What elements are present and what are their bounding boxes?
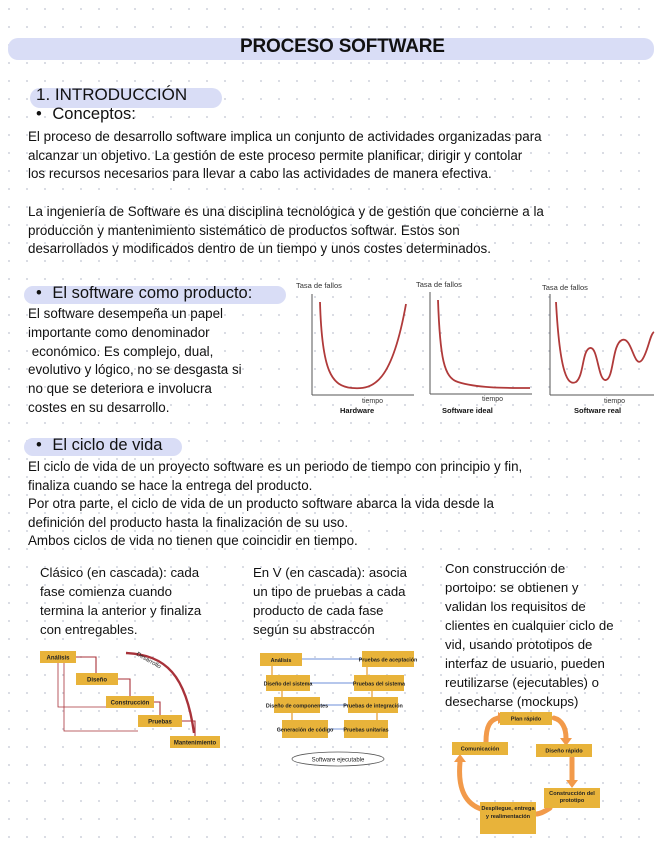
cycle-arrow: [486, 718, 498, 742]
bullet-icon: •: [36, 284, 42, 302]
graph-ylabel: Tasa de fallos: [296, 281, 342, 290]
graph-ylabel: Tasa de fallos: [542, 283, 588, 292]
ideal-curve: [438, 300, 530, 388]
text-line: un tipo de pruebas a cada: [253, 584, 406, 599]
text-line: interfaz de usuario, pueden: [445, 656, 605, 671]
conceptos-paragraph-1: [28, 128, 648, 184]
v-left-label: Diseño de componentes: [265, 703, 329, 710]
v-right-label: Pruebas de integración: [343, 703, 403, 710]
flow-arrow: [76, 657, 96, 673]
flow-arrow: [118, 679, 130, 696]
phase-label: Mantenimiento: [173, 740, 217, 747]
text-line: clientes en cualquier ciclo de: [445, 618, 614, 633]
cycle-arrow: [536, 808, 550, 814]
graph-xlabel: tiempo: [604, 398, 626, 405]
graph-xlabel: tiempo: [362, 398, 384, 405]
arrowhead: [566, 780, 578, 788]
desarrollo-label: Desarrollo: [135, 651, 162, 671]
cycle-node-label-wrap: [480, 802, 536, 834]
graph-caption: Hardware: [340, 406, 375, 415]
failure-rate-graphs: [292, 278, 656, 418]
text-line: alcanzar un objetivo. La gestión de este proceso permite planificar, dirigir y contolar: [28, 147, 523, 163]
text-line: definición del producto hasta la finalización de su uso.: [28, 514, 349, 530]
graph-ylabel: Tasa de fallos: [416, 280, 462, 289]
text-line: finaliza cuando se hace la entrega del producto.: [28, 477, 313, 493]
text-line: desarrollados y modificados dentro de un tiempo y unos costes determinados.: [28, 241, 491, 256]
text-line: no que se deteriora e involucra: [28, 381, 212, 397]
page-title: PROCESO SOFTWARE: [240, 36, 445, 57]
text-line: Con construcción de: [445, 561, 566, 576]
waterfall-diagram: [36, 645, 226, 755]
ciclo-paragraph: [28, 458, 648, 551]
text-line: El software desempeña un papel: [28, 306, 224, 321]
graph-caption: Software real: [574, 406, 622, 415]
bullet-producto: [36, 284, 252, 303]
bullet-icon: •: [36, 105, 42, 123]
conceptos-paragraph-2: [28, 203, 648, 259]
graph-software-ideal: [416, 280, 532, 415]
v-model-diagram: [252, 645, 424, 770]
bathtub-curve: [320, 302, 406, 388]
text-line: Ambos ciclos de vida no tienen que coincidir en tiempo.: [28, 533, 358, 548]
text-line: En V (en cascada): asocia: [253, 565, 407, 580]
ciclo-label: El ciclo de vida: [52, 436, 163, 454]
text-line: con entregables.: [40, 622, 138, 637]
prototype-cycle-diagram: [448, 708, 606, 838]
text-line: vid, usando prototipos de: [445, 637, 593, 652]
v-right-label: Pruebas de aceptación: [358, 657, 418, 664]
text-line: desecharse (mockups): [445, 694, 579, 709]
bullet-conceptos: [36, 105, 136, 124]
text-line: El proceso de desarrollo software implica un conjunto de actividades organizadas para: [28, 129, 542, 144]
text-line: fase comienza cuando: [40, 584, 172, 599]
cycle-node-label: Comunicación: [460, 746, 500, 753]
text-line: importante como denominador: [28, 324, 210, 340]
cycle-node-label: Construcción del prototipo: [549, 791, 595, 804]
arrowhead: [454, 754, 466, 762]
cycle-node-label: Plan rápido: [510, 716, 542, 723]
cycle-node-label: Despliegue, entrega y realimentación: [481, 806, 535, 820]
phase-label: Pruebas: [148, 719, 172, 726]
modelo-prototipo-text: [445, 559, 655, 711]
graph-xlabel: tiempo: [482, 396, 504, 403]
text-line: producto de cada fase: [253, 603, 384, 618]
section-heading-introduccion: 1. INTRODUCCIÓN: [36, 85, 188, 104]
flow-arrow: [154, 702, 160, 715]
text-line: portoipo: se obtienen y: [445, 580, 579, 595]
text-line: evolutivo y lógico, no se desgasta si: [28, 362, 242, 378]
text-line: Por otra parte, el ciclo de vida de un producto software abarca la vida desde la: [28, 496, 494, 511]
text-line: El ciclo de vida de un proyecto software es un periodo de tiempo con principio y fin,: [28, 459, 523, 474]
cycle-node-label: Diseño rápido: [545, 748, 583, 755]
cycle-node-label-wrap: [544, 788, 600, 808]
phase-label: Construcción: [110, 700, 150, 707]
phase-label: Diseño: [86, 677, 108, 684]
conceptos-label: Conceptos:: [52, 105, 136, 123]
graph-caption: Software ideal: [442, 406, 493, 415]
graph-software-real: [542, 283, 654, 415]
v-left-label: Análisis: [270, 658, 292, 664]
bullet-icon: •: [36, 436, 42, 454]
text-line: económico. Es complejo, dual,: [28, 343, 214, 359]
text-line: según su abstraccón: [253, 622, 375, 637]
phase-label: Análisis: [46, 655, 70, 662]
cycle-arrow: [554, 718, 566, 738]
text-line: validan los requisitos de: [445, 599, 586, 614]
v-left-label: Generación de código: [276, 727, 334, 734]
v-right-label: Pruebas unitarias: [343, 727, 389, 734]
real-curve: [556, 302, 654, 383]
producto-paragraph: [28, 305, 293, 418]
graph-hardware: [296, 281, 414, 415]
v-right-label: Pruebas del sistema: [352, 681, 406, 688]
text-line: Clásico (en cascada): cada: [40, 565, 200, 580]
text-line: reutilizarse (ejecutables) o: [445, 675, 599, 690]
text-line: costes en su desarrollo.: [28, 399, 170, 415]
producto-label: El software como producto:: [52, 284, 253, 302]
modelo-v-text: [253, 563, 443, 639]
text-line: termina la anterior y finaliza: [40, 603, 202, 618]
modelo-clasico-text: [40, 563, 245, 639]
v-left-label: Diseño del sistema: [263, 681, 313, 688]
text-line: los recursos necesarios para llevar a cabo las actividades de manera efectiva.: [28, 166, 492, 181]
software-ejecutable-label: Software ejecutable: [311, 757, 365, 764]
bullet-ciclo: [36, 436, 162, 455]
text-line: producción y mantenimiento sistemático de productos softwar. Estos son: [28, 222, 460, 238]
text-line: La ingeniería de Software es una disciplina tecnológica y de gestión que concierne a la: [28, 204, 544, 219]
